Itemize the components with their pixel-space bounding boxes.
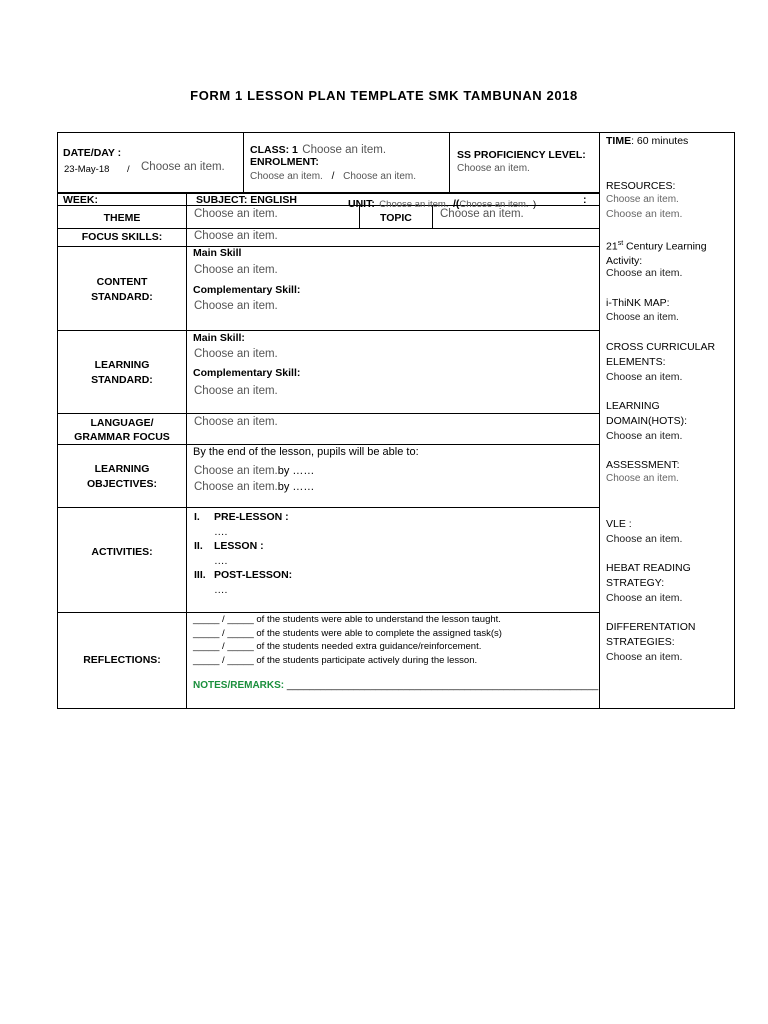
theme-select[interactable]: Choose an item.: [194, 208, 278, 220]
learning-complementary-select[interactable]: Choose an item.: [194, 385, 278, 397]
content-standard-label: CONTENT STANDARD:: [91, 276, 153, 303]
proficiency-select[interactable]: Choose an item.: [457, 163, 530, 174]
enrolment-select-1[interactable]: Choose an item.: [250, 171, 323, 182]
activities-label: ACTIVITIES:: [91, 546, 153, 558]
unit-label: UNIT:: [348, 198, 375, 210]
enrolment-field: [250, 171, 416, 182]
activity-pre-lesson-dots: ….: [214, 525, 228, 538]
unit-select-1[interactable]: Choose an item.: [379, 199, 449, 210]
activity-post-lesson: III. POST-LESSON:: [194, 569, 293, 581]
objective-1-select[interactable]: Choose an item.: [194, 465, 278, 477]
date-label: DATE/DAY :: [63, 147, 122, 159]
objective-2-select[interactable]: Choose an item.: [194, 481, 278, 493]
class-select[interactable]: Choose an item.: [302, 144, 387, 156]
content-main-skill-label: Main Skill: [193, 247, 242, 259]
enrolment-select-2[interactable]: Choose an item.: [343, 171, 416, 182]
notes-line[interactable]: ________________________________________________________: [286, 680, 599, 691]
unit-sep: /(: [452, 198, 460, 210]
assessment-select[interactable]: Choose an item.: [606, 473, 679, 484]
differentiation-label: DIFFERENTATION STRATEGIES:: [606, 621, 696, 648]
class-label: CLASS: 1: [250, 144, 298, 156]
hebat-reading-label: HEBAT READING STRATEGY:: [606, 562, 691, 589]
differentiation-select[interactable]: Choose an item.: [606, 651, 683, 663]
enrolment-label: ENROLMENT:: [250, 156, 319, 168]
hebat-reading-select[interactable]: Choose an item.: [606, 592, 683, 604]
vle-select[interactable]: Choose an item.: [606, 533, 683, 545]
reflection-line: _____ / _____ of the students were able to complete the assigned task(s): [193, 627, 502, 639]
cross-curricular-select[interactable]: Choose an item.: [606, 371, 683, 383]
century-learning-label: 21st Century Learning Activity:: [606, 240, 707, 267]
assessment-label: ASSESSMENT:: [606, 459, 680, 471]
language-focus-label: LANGUAGE/ GRAMMAR FOCUS: [74, 417, 170, 443]
notes-remarks: [193, 680, 598, 691]
activity-pre-lesson: I. PRE-LESSON :: [194, 511, 289, 523]
activity-lesson: II. LESSON :: [194, 540, 264, 552]
learning-domain-select[interactable]: Choose an item.: [606, 430, 683, 442]
unit-select-2[interactable]: Choose an item.: [459, 199, 529, 210]
learning-standard-label: LEARNING STANDARD:: [91, 359, 153, 386]
ithink-map-label: i-ThiNK MAP:: [606, 297, 670, 309]
learning-complementary-label: Complementary Skill:: [193, 367, 301, 379]
content-complementary-select[interactable]: Choose an item.: [194, 300, 278, 312]
week-label: WEEK:: [63, 194, 98, 206]
focus-skills-label: FOCUS SKILLS:: [81, 231, 163, 243]
reflection-lines: [193, 613, 502, 667]
objective-2: [194, 477, 314, 495]
unit-close: ): [533, 199, 537, 210]
resources-label: RESOURCES:: [606, 180, 676, 192]
enrolment-slash: /: [331, 171, 335, 182]
content-main-skill-select[interactable]: Choose an item.: [194, 264, 278, 276]
activity-lesson-dots: ….: [214, 554, 228, 567]
theme-label: THEME: [103, 212, 141, 224]
content-complementary-label: Complementary Skill:: [193, 284, 301, 296]
activities-list: [194, 510, 292, 597]
activity-post-lesson-dots: ….: [214, 583, 228, 596]
subject-label: SUBJECT: ENGLISH: [196, 194, 297, 206]
objectives-intro: By the end of the lesson, pupils will be able to:: [193, 446, 419, 458]
ithink-map-select[interactable]: Choose an item.: [606, 312, 679, 323]
reflection-line: _____ / _____ of the students participate actively during the lesson.: [193, 654, 478, 666]
proficiency-label: SS PROFICIENCY LEVEL:: [457, 149, 586, 161]
topic-select[interactable]: Choose an item.: [440, 208, 524, 220]
date-value: 23-May-18: [64, 164, 110, 175]
notes-label: NOTES/REMARKS:: [193, 680, 285, 691]
focus-skills-select[interactable]: Choose an item.: [194, 230, 278, 242]
language-focus-select[interactable]: Choose an item.: [194, 416, 278, 428]
century-learning-select[interactable]: Choose an item.: [606, 267, 683, 279]
resources-select-1[interactable]: Choose an item.: [606, 194, 679, 205]
learning-domain-label: LEARNING DOMAIN(HOTS):: [606, 400, 688, 427]
time-value: : 60 minutes: [631, 135, 689, 147]
learning-main-skill-label: Main Skill:: [193, 332, 245, 344]
date-slash: /: [127, 164, 130, 175]
cross-curricular-label: CROSS CURRICULAR ELEMENTS:: [606, 341, 716, 368]
time-field: [606, 134, 732, 149]
reflection-line: _____ / _____ of the students needed extra guidance/reinforcement.: [193, 641, 482, 652]
unit-colon: :: [583, 194, 587, 206]
reflection-line: _____ / _____ of the students were able to understand the lesson taught.: [193, 614, 501, 625]
resources-select-2[interactable]: Choose an item.: [606, 208, 683, 220]
time-label: TIME: [606, 135, 632, 147]
vle-label: VLE :: [606, 518, 632, 530]
reflections-label: REFLECTIONS:: [83, 654, 161, 666]
objective-1-suffix: by ……: [277, 465, 315, 477]
objective-2-suffix: by ……: [277, 481, 315, 493]
day-select[interactable]: Choose an item.: [141, 161, 225, 173]
learning-objectives-label: LEARNING OBJECTIVES:: [86, 463, 157, 490]
learning-main-skill-select[interactable]: Choose an item.: [194, 348, 278, 360]
page-title: FORM 1 LESSON PLAN TEMPLATE SMK TAMBUNAN 2018: [190, 88, 578, 103]
topic-label: TOPIC: [380, 212, 412, 224]
